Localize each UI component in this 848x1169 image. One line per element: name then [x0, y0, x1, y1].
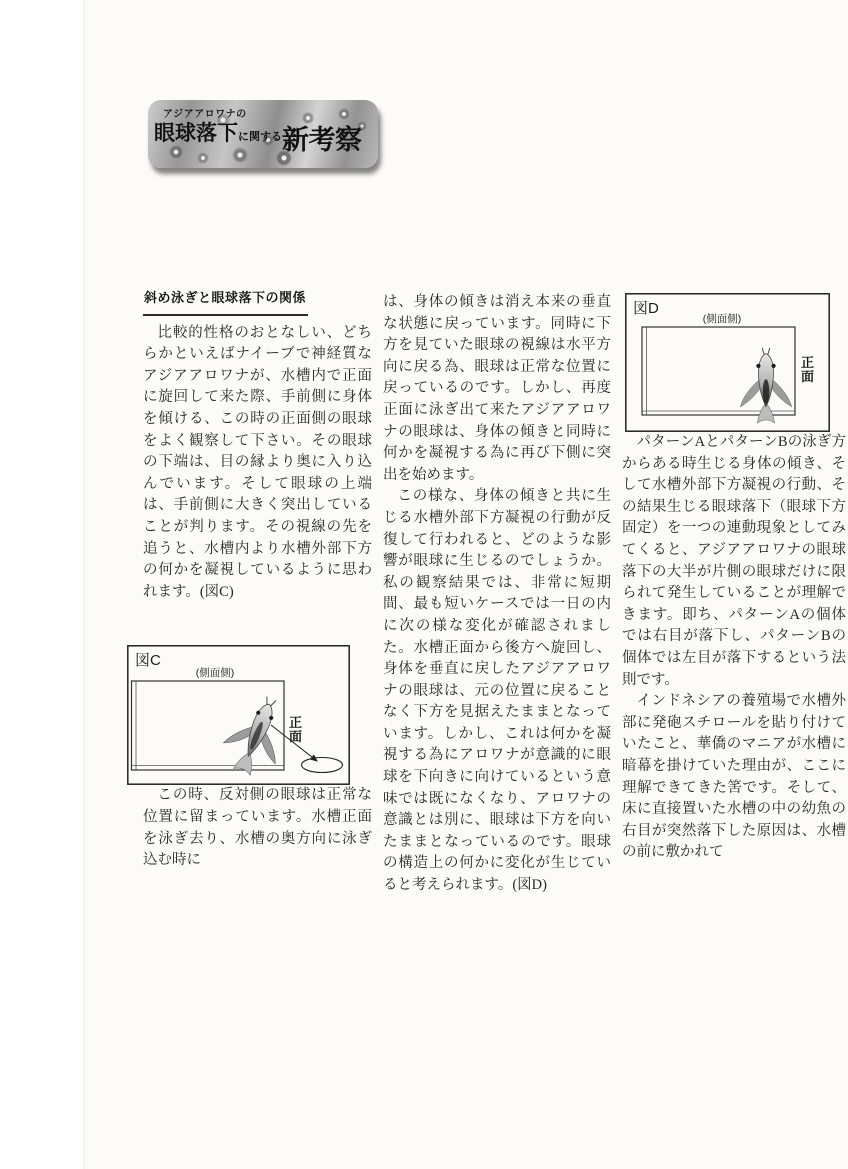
banner-title	[154, 117, 362, 157]
front-label-char-2: 面	[801, 369, 815, 384]
front-label-char-1: 正	[289, 715, 303, 731]
figure-d	[625, 293, 830, 432]
fish-body-shading	[763, 379, 769, 404]
figure-c-caption-side-view: (側面側)	[195, 667, 235, 680]
paragraph: この様な、身体の傾きと共に生じる水槽外部下方凝視の行動が反復して行われると、どのような影響が眼球に生じるのでしょうか。私の観察結果では、非常に短期間、最も短いケースでは一日の内に次の様な変化が確認されました。水槽正面から後方へ旋回し、身体を垂直に戻したアジアアロワナの眼球は、元の位置に戻ることなく下方を見据えたままとなっています。しかし、これは何かを凝視する為にアロワナが意識的に眼球を下向きに向けているという意味では既になくなり、アロワナの意識とは別に、眼球は下方を向いたままとなっているのです。眼球の構造上の何かに変化が生じていると考えられます。(図D)	[383, 488, 611, 894]
figure-d-label: 図D	[633, 300, 659, 317]
section-heading: 斜め泳ぎと眼球落下の関係	[143, 287, 308, 316]
banner-title-connector: に関する	[238, 131, 282, 143]
fish-tail-fin	[234, 749, 259, 775]
article-column-1	[135, 287, 372, 872]
paragraph: 比較的性格のおとなしい、どちらかといえばナイーブで神経質なアジアアロワナが、水槽内で正面に旋回して来た際、手前側に身体を傾ける、この時の正面側の眼球をよく観察して下さい。その眼球の下端は、目の縁より奥に入り込んでいます。そして眼球の上端は、手前側に大きく突出していることが判ります。その視線の先を追うと、水槽内より水槽外部下方の何かを凝視しているように思われます。(図C)	[143, 324, 372, 600]
fish-illustration-tilted	[216, 688, 298, 782]
article-column-3	[622, 287, 846, 864]
banner-series-label: アジアアロワナの	[163, 109, 247, 120]
paragraph: インドネシアの養殖場で水槽外部に発砲スチロールを貼り付けていたこと、華僑のマニアが水槽に暗幕を掛けていた理由が、ここに理解できてきた筈です。そして、床に直接置いた水槽の中の幼魚の右目が突然落下した原因は、水槽の前に敷かれて	[622, 693, 846, 861]
fish-right-eye	[772, 364, 776, 368]
title-banner	[148, 100, 378, 168]
front-label-char-1: 正	[801, 355, 815, 370]
figure-d-caption-side-view: (側面側)	[702, 313, 742, 325]
fish-illustration-upright	[740, 348, 791, 423]
front-label-char-2: 面	[289, 729, 303, 745]
figure-c-label: 図C	[135, 652, 161, 670]
banner-title-main: 眼球落下	[154, 122, 238, 145]
article-column-2	[383, 292, 611, 897]
figure-c	[127, 645, 350, 785]
gaze-target-ellipse	[302, 758, 343, 773]
paragraph: は、身体の傾きは消え本来の垂直な状態に戻っています。同時に下方を見ていた眼球の視線は水平方向に戻る為、眼球は正常な位置に戻っているのです。しかし、再度正面に泳ぎ出て来たアジアアロワナの眼球は、身体の傾きと同時に何かを凝視する為に再び下側に突出を始めます。	[383, 294, 611, 483]
paragraph: この時、反対側の眼球は正常な位置に留まっています。水槽正面を泳ぎ去り、水槽の奥方向に泳ぎ込む時に	[143, 787, 372, 869]
banner-title-emphasis: 新考察	[282, 125, 362, 155]
fish-left-eye	[756, 364, 760, 368]
paragraph: パターンAとパターンBの泳ぎ方からある時生じる身体の傾き、そして水槽外部下方凝視の行動、その結果生じる眼球落下（眼球下方固定）を一つの連動現象としてみてくると、アジアアロワナの眼球落下の大半が片側の眼球だけに限られて発生していることが理解できます。即ち、パターンAの個体では右目が落下し、パターンBの個体では左目が落下するという法則です。	[622, 434, 846, 688]
